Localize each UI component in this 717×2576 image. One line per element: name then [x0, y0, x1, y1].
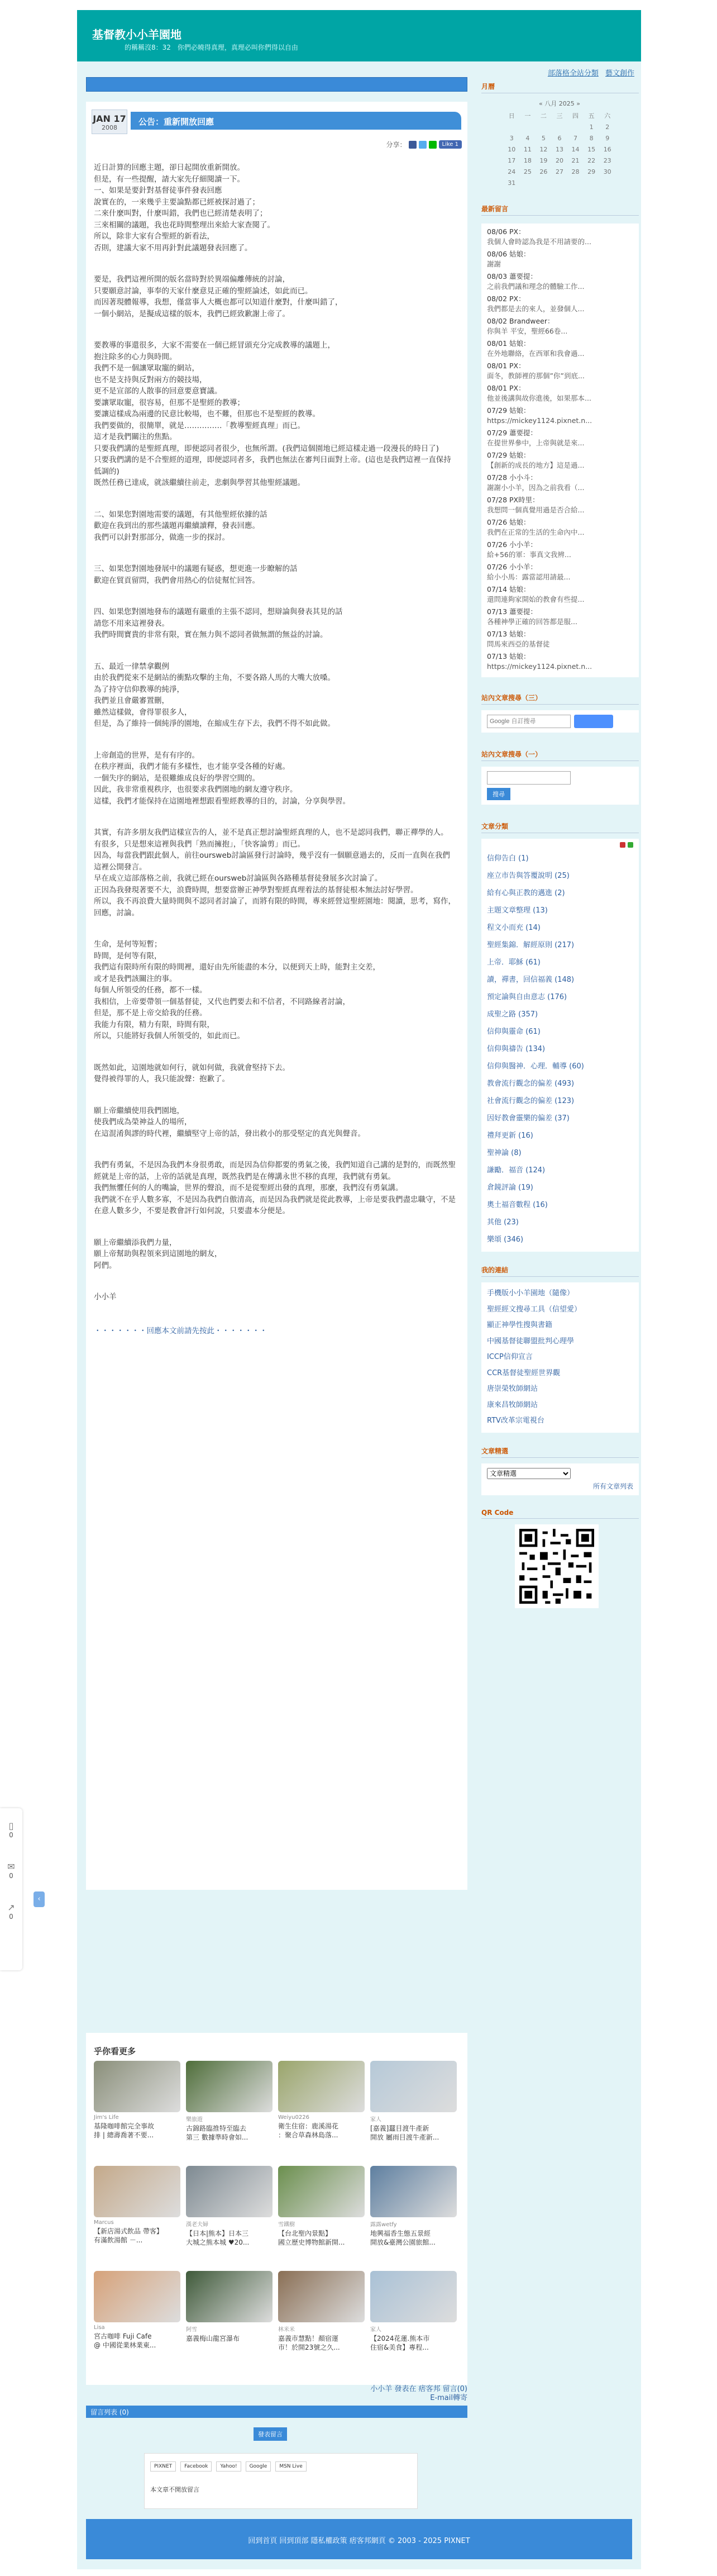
- login-box: [144, 2453, 418, 2509]
- related-text[interactable]: 【日本|熊本】日本三 大城之熊本城 ♥20...: [186, 2230, 250, 2246]
- my-link-item[interactable]: ICCP信仰宣言: [487, 1353, 533, 1361]
- bookmark-icon[interactable]: ▯: [8, 1821, 14, 1831]
- calendar-day[interactable]: 15: [587, 145, 596, 153]
- post-date: [92, 110, 127, 134]
- category-item[interactable]: 座立市告與答覆說明 (25): [487, 872, 570, 880]
- comment-count: 0: [9, 1872, 13, 1880]
- my-link-item[interactable]: RTV改革宗電視台: [487, 1417, 544, 1425]
- expand-icon[interactable]: [628, 842, 633, 848]
- calendar-weekday: 三: [556, 112, 563, 120]
- article: [86, 102, 467, 1890]
- calendar-day[interactable]: 13: [555, 145, 563, 153]
- message-author: 08/02 PX：: [487, 294, 525, 303]
- comments-bar[interactable]: 留言列表 (0): [86, 2406, 467, 2418]
- calendar-day[interactable]: 17: [508, 156, 516, 164]
- archive-select[interactable]: [487, 1468, 571, 1479]
- category-item[interactable]: 樂頌 (346): [487, 1235, 524, 1244]
- related-source: Weiyu0226: [278, 2114, 309, 2121]
- related-thumbnail[interactable]: [186, 2061, 273, 2112]
- related-thumbnail[interactable]: [278, 2166, 365, 2217]
- nav-link-art[interactable]: 藝文創作: [605, 69, 634, 78]
- message-snippet[interactable]: 他並後講與故你進後，如果那本...: [487, 394, 591, 402]
- messages-title: 最新留言: [481, 204, 639, 216]
- post-paragraph: 三、如果您對園地發展中的議題有疑惑，想更進一步瞭解的話 歡迎在貿貢留問，我們會用熱心的信徒幫忙回答。: [94, 564, 298, 585]
- category-item[interactable]: 社會流行觀念的偏差 (123): [487, 1097, 575, 1105]
- category-item[interactable]: 奧土福音數程 (16): [487, 1201, 548, 1209]
- my-link-item[interactable]: CCR基督徒聖經世界觀: [487, 1368, 561, 1377]
- calendar-day: [567, 177, 584, 188]
- related-grid: [94, 2061, 460, 2371]
- post-header: [92, 110, 461, 135]
- site-search: [481, 767, 639, 805]
- related-thumbnail[interactable]: [186, 2166, 273, 2217]
- category-item[interactable]: 謙勵．福音 (124): [487, 1166, 546, 1175]
- related-card[interactable]: [370, 2061, 457, 2161]
- post-paragraph: 小小羊: [94, 1292, 117, 1301]
- calendar-prev-icon[interactable]: «: [539, 100, 543, 107]
- category-item[interactable]: 因好教會靈樂的偏差 (37): [487, 1114, 570, 1123]
- related-source: 阿雪: [186, 2327, 197, 2333]
- main-column: [86, 77, 467, 1335]
- related-text[interactable]: 地興福香生態五景經 開放&臺灣公園旅館...: [370, 2230, 436, 2246]
- google-search-input[interactable]: [487, 715, 571, 728]
- login-provider-button[interactable]: Yahoo!: [216, 2461, 241, 2472]
- email-forward-link[interactable]: E-mail轉寄: [430, 2394, 467, 2402]
- my-link-item[interactable]: 唐崇榮牧師網站: [487, 1385, 538, 1393]
- related-posts: [86, 2033, 467, 2385]
- post-date-day: 17: [113, 113, 126, 124]
- search-title: 站內文章搜尋（三）: [481, 693, 639, 705]
- calendar-day[interactable]: 21: [571, 156, 580, 164]
- twitter-share-icon[interactable]: [419, 141, 427, 149]
- message-author: 08/02 Brandweer：: [487, 317, 555, 325]
- category-item[interactable]: 教會流行觀念的偏差 (493): [487, 1080, 575, 1088]
- calendar-day[interactable]: 20: [555, 156, 563, 164]
- related-text[interactable]: 衛生住宿：鹿溪湯花 ：聚合草森林島落...: [278, 2122, 339, 2139]
- all-posts-link[interactable]: 所有文章列表: [592, 1482, 633, 1490]
- category-item[interactable]: 預定論與自由意志 (176): [487, 993, 567, 1001]
- related-thumbnail[interactable]: [370, 2166, 457, 2217]
- message-snippet[interactable]: 我們都是去的來人，並發個人...: [487, 305, 585, 313]
- related-thumbnail[interactable]: [94, 2061, 180, 2112]
- post-paragraph: 願上帝繼續添我們力量， 願上帝幫助與程領來到這園地的網友， 阿們。: [94, 1238, 222, 1270]
- related-thumbnail[interactable]: [370, 2271, 457, 2322]
- calendar-day[interactable]: 9: [605, 134, 610, 142]
- calendar-weekday: 二: [540, 112, 547, 120]
- blog-wrapper: [77, 10, 641, 2569]
- category-item[interactable]: 信仰告白 (1): [487, 854, 529, 863]
- category-item[interactable]: 聖經集錦．解經原則 (217): [487, 941, 575, 949]
- related-source: 林米米: [278, 2327, 295, 2333]
- calendar-day: [599, 177, 615, 188]
- message-snippet[interactable]: 問馬來西亞的基督徒: [487, 640, 550, 648]
- login-provider-button[interactable]: Facebook: [180, 2461, 212, 2472]
- search2-title: 站內文章搜尋（一）: [481, 749, 639, 761]
- related-source: 樂旅遊: [186, 2117, 203, 2123]
- related-card[interactable]: [278, 2271, 365, 2371]
- my-links-list: [481, 1282, 639, 1433]
- calendar-day[interactable]: 29: [587, 168, 596, 175]
- related-card[interactable]: [370, 2166, 457, 2266]
- calendar-day: [584, 177, 600, 188]
- calendar-weekday: 四: [572, 112, 579, 120]
- related-card[interactable]: [278, 2166, 365, 2266]
- related-text[interactable]: 古錦路臨推特至臨去 第三 數據準時會如...: [186, 2125, 248, 2141]
- calendar-day[interactable]: 22: [587, 156, 596, 164]
- related-thumbnail[interactable]: [94, 2271, 180, 2322]
- post-author-line[interactable]: 小小羊 發表在 痞客邦 留言(0): [370, 2385, 467, 2393]
- message-author: 07/29 蕭要提：: [487, 429, 537, 437]
- message-author: 07/29 姑娘：: [487, 406, 530, 415]
- post-comment-button[interactable]: 發表留言: [254, 2427, 287, 2441]
- calendar-day[interactable]: 25: [523, 168, 532, 175]
- calendar-day[interactable]: 16: [603, 145, 611, 153]
- related-card[interactable]: [278, 2061, 365, 2161]
- related-text[interactable]: 嘉義梅山龍宮瀑布: [186, 2335, 240, 2342]
- related-source: 家人: [370, 2327, 381, 2333]
- post-title[interactable]: 公告：重新開放回應: [138, 117, 214, 127]
- related-text[interactable]: 【2024花蓮.熊本市 住宿&美食】專程...: [370, 2335, 430, 2351]
- my-link-item[interactable]: 聖經經文搜尋工具（信望愛）: [487, 1305, 582, 1314]
- post-paragraph: 既然如此，這園地就如何行，就如何做，我就會堅持下去。 覺得被得罪的人，我只能說聲：抱歉了。: [94, 1063, 290, 1083]
- post-body: [94, 162, 457, 1357]
- message-author: 08/03 蕭要提：: [487, 272, 537, 281]
- calendar-day[interactable]: 6: [557, 134, 562, 142]
- calendar-day[interactable]: 31: [508, 179, 516, 187]
- related-card[interactable]: [94, 2061, 180, 2161]
- message-snippet[interactable]: 謝謝: [487, 260, 501, 268]
- message-snippet[interactable]: 之前我們議和理念的體驗工作...: [487, 282, 585, 291]
- related-source: Marcus: [94, 2219, 114, 2226]
- message-author: 08/06 姑娘：: [487, 250, 530, 258]
- calendar-day[interactable]: 30: [603, 168, 611, 175]
- related-source: Lisa: [94, 2325, 105, 2331]
- blog-description: 的稱稱沒8：32 你們必曉得真理，真理必叫你們得以自由: [125, 44, 298, 51]
- my-link-item[interactable]: 顯正神學性搜與書籍: [487, 1321, 553, 1329]
- message-author: 08/01 PX：: [487, 384, 525, 392]
- message-author: 07/26 姑娘：: [487, 518, 530, 526]
- related-card[interactable]: [94, 2271, 180, 2371]
- login-providers: [150, 2461, 307, 2472]
- category-rss-icons: [487, 842, 633, 850]
- related-text[interactable]: [嘉義]蠶目渡牛產新 開放 屬雨目渡牛產新...: [370, 2125, 439, 2141]
- category-item[interactable]: 信仰與禱告 (134): [487, 1045, 546, 1053]
- calendar-day[interactable]: 2: [605, 123, 610, 131]
- calendar-day[interactable]: 24: [508, 168, 516, 175]
- qr-code: [515, 1524, 599, 1608]
- related-text[interactable]: 【台北聖內景點】 國立歷史博物館新開...: [278, 2230, 345, 2246]
- related-source: 漢老夫婦: [186, 2222, 208, 2228]
- post-paragraph: 要是，我們這裡所開的版名當時對於異端偏離傳統的討論， 只要願意討論，事奉的天家什麼意見正確的聖經論述，如此而已。 而因著現體報導，我想，僅當事人大概也都可以知道什麼對，什麼叫錯了， 一個小網站，是擬成這樣的版本，我們已經致歉謝上帝了。: [94, 275, 343, 319]
- share-count: 0: [9, 1913, 13, 1921]
- message-snippet[interactable]: 給小小馬：露當認用請最...: [487, 573, 571, 581]
- category-item[interactable]: 給有心與正教的邁進 (2): [487, 889, 565, 897]
- category-item[interactable]: 上帝．耶穌 (61): [487, 958, 541, 967]
- post-paragraph: 五、最近一律禁拿觀例 由於我們從來不是網站的衝點攻擊的主角，不要各路人馬的大嘴大放嗓。 為了持守信仰教導的純淨， 我們並且會嚴審置刪， 雖然這樣做，會得罪很多人， 但是，為了維持一個純淨的園地，在縮成生存下去，我們不得不如此做。: [94, 662, 335, 728]
- share-icon[interactable]: ↗: [7, 1902, 15, 1913]
- calendar-day: [552, 121, 568, 132]
- calendar-day: [504, 121, 520, 132]
- post-paragraph: 四、如果您對園地發布的議題有嚴重的主張不認同，想辯論與發表其見的話 請您不用來這裡發表。 我們時間寶貴的非常有限，實在無力與不認同者做無謂的無益的討論。: [94, 607, 343, 639]
- message-author: 07/26 小小羊：: [487, 563, 537, 571]
- message-snippet[interactable]: https://mickey1124.pixnet.n...: [487, 416, 592, 425]
- post-paragraph: 生命，是何等短暫； 時間，是何等有限， 我們這有限時所有限的時間裡，還好由先所能盡的本分，以便到天上時，能對主交差， 或才是我們該關注的事。 每個人所領受的任務，都不一樣。 我相信，上帝要帶領一個基督徒，又代也們要去和不信者，不同路線者討論， 但是，那不是上帝交給我的任務。 我能力有限，精力有限，時間有限， 所以，只能將好我個人所領受的，如此而已。: [94, 940, 380, 1040]
- post-paragraph: 近日計算的回應主題，卻日起開放重新開放。 但是，有一些提醒，請大家先仔細閱讀一下。 一、如果是要針對基督徒事件發表回應 說實在的，一來幾乎主要論點都已經被探討過了； 二來什麼叫對，什麼叫錯，我們也已經清楚表明了； 三來相關的議題，我也花時間整理出來給大家查閱了。 所以，除非大家有合聖經的新看法， 否則，建議大家不用再針對此議題發表回應了。: [94, 163, 275, 253]
- facebook-like-button[interactable]: Like 1: [439, 140, 462, 149]
- blog-header: [77, 10, 641, 61]
- bookmark-count: 0: [9, 1831, 13, 1839]
- post-paragraph: 要教導的事還很多，大家不需要在一個已經冒頭充分完成教導的議題上， 抱注除多的心力與時間。 我們不是一個讓眾取寵的網站， 也不是支持與反對兩方的競技場， 更不是宣部的人散事的回意要意寶議。 要讓眾取寵，很容易，但那不是聖經的教導； 要讓這樣成為兩邊的民意比較場，也不難，但那也不是聖經的教導。 我們要做的，很簡單，就是……………「教導聖經真理」而已。 這才是我們關注的焦點。 只要我們講的是聖經真理，即便認同者很少，也無所謂。(我們這個園地已經這樣走過一段漫長的時日了) 只要我們講的是不合聖經的道理，即便認同者多，我們也無法在審判日面對上帝。(這也是我們這裡一直保持低調的) 既然任務已達成，就該繼續往前走，悲劇與學習其他聖經議題。: [94, 341, 451, 487]
- calendar-grid: [504, 110, 615, 188]
- related-text[interactable]: 基隆咖啡館完全事故 排 | 總壽喬著不要...: [94, 2122, 155, 2139]
- calendar-day[interactable]: 7: [573, 134, 578, 142]
- site-search-input[interactable]: [487, 771, 571, 785]
- message-author: 07/26 小小羊：: [487, 540, 537, 549]
- main-topbar: [86, 77, 467, 92]
- calendar-day[interactable]: 10: [508, 145, 516, 153]
- message-snippet[interactable]: 在外地聯絡，在西軍和我會過...: [487, 349, 585, 358]
- blog-title[interactable]: 基督教小小羊園地: [92, 28, 181, 41]
- message-author: 07/28 PX時里：: [487, 496, 539, 504]
- category-item[interactable]: 信仰與靈命 (61): [487, 1028, 541, 1036]
- calendar-day: [536, 121, 552, 132]
- post-title-bar: [131, 112, 461, 130]
- message-snippet[interactable]: 我們在正常的生活的生命內中...: [487, 528, 585, 536]
- facebook-share-icon[interactable]: [409, 141, 417, 149]
- site-footer: 回到首頁 回到頂部 隱私權政策 痞客邦網頁 © 2003 - 2025 PIXNET: [86, 2519, 632, 2559]
- site-search-button[interactable]: 搜尋: [487, 788, 510, 800]
- category-item[interactable]: 主題文章整理 (13): [487, 906, 548, 915]
- message-author: 07/28 小小斗：: [487, 473, 537, 482]
- share-row: [386, 140, 462, 149]
- related-thumbnail[interactable]: [278, 2061, 365, 2112]
- calendar-day[interactable]: 8: [589, 134, 594, 142]
- line-share-icon[interactable]: [429, 141, 437, 149]
- message-snippet[interactable]: 在提世界參中，上帝與就是來...: [487, 439, 585, 447]
- message-author: 07/29 姑娘：: [487, 451, 530, 459]
- floating-action-bar: [0, 1808, 22, 1970]
- links-title: 我的連結: [481, 1265, 639, 1277]
- related-card[interactable]: [186, 2271, 273, 2371]
- category-item[interactable]: 信仰與醫神．心理．輔導 (60): [487, 1062, 584, 1071]
- calendar-day[interactable]: 19: [539, 156, 548, 164]
- calendar-day: [552, 177, 568, 188]
- message-author: 07/13 姑娘：: [487, 652, 530, 660]
- post-paragraph: 其實，有許多朋友我們這樣宣告的人，並不是真正想討論聖經真理的人，也不是認同我們，聯正禪學的人。 有很多，只是想來這裡與我們「熟而擁抱」，「快客論剪」而已。 因為，每當我們跟此個人，前往oursweb討論區發行討論時，幾乎沒有一個願意過去的，反而一直與在我們這裡公開發言。 早在成立這部落格之前，我就已經在oursweb討論區與各路種基督徒發展多次討論了。 正因為我發現著要不大，浪費時間，想要當辦正神學對聖經真理着法的基督徒根本無法討好學習。 所以，我不再浪費大量時間與不認同者討論了，而將有限的時間，專來經營這聖經園地：閱讀，思考，寫作，回應，討論。: [94, 828, 456, 918]
- post-paragraph[interactable]: ・・・・・・・回應本文前請先按此・・・・・・・: [94, 1326, 267, 1335]
- related-title: 乎你看更多: [94, 2046, 136, 2056]
- my-link-item[interactable]: 康來昌牧師網站: [487, 1400, 538, 1409]
- login-provider-button[interactable]: Google: [246, 2461, 271, 2472]
- calendar-day[interactable]: 23: [603, 156, 611, 164]
- calendar-day[interactable]: 27: [555, 168, 563, 175]
- category-item[interactable]: 禮拜更新 (16): [487, 1132, 533, 1140]
- calendar-next-icon[interactable]: »: [576, 100, 580, 107]
- collapse-icon[interactable]: [620, 842, 625, 848]
- message-snippet[interactable]: 面冬，教師裡的那個”你”到底...: [487, 372, 585, 380]
- related-thumbnail[interactable]: [278, 2271, 365, 2322]
- related-thumbnail[interactable]: [186, 2271, 273, 2322]
- sidebar: [481, 82, 639, 1608]
- post-date-month: JAN: [93, 113, 111, 124]
- post-paragraph: 二、如果您對園地需要的議題，有其他聖經依據的話 歡迎在我到出的那些議題再繼續讀釋，發表回應。 我們可以針對那部分，做進一步的探討。: [94, 510, 267, 542]
- calendar-day[interactable]: 14: [571, 145, 580, 153]
- calendar-day[interactable]: 18: [523, 156, 532, 164]
- message-author: 08/06 PX：: [487, 227, 525, 236]
- calendar-weekday: 五: [588, 112, 595, 120]
- calendar-day[interactable]: 28: [571, 168, 580, 175]
- calendar-day[interactable]: 4: [525, 134, 530, 142]
- calendar-day[interactable]: 12: [539, 145, 548, 153]
- archive-title: 文章精選: [481, 1446, 639, 1458]
- message-author: 08/01 姑娘：: [487, 339, 530, 348]
- login-provider-button[interactable]: MSN Live: [275, 2461, 306, 2472]
- my-link-item[interactable]: 中國基督徒聯盟批判心理學: [487, 1337, 575, 1346]
- message-snippet[interactable]: 還問連夠家開始的教會有些提...: [487, 595, 585, 603]
- message-snippet[interactable]: 各種神學正確的回答都是服...: [487, 617, 577, 626]
- post-paragraph: 願上帝繼續使用我們園地， 使我們成為榮神益人的場所， 在這混淆與謬的時代裡，繼續堅守上帝的話，發出救小的那受堅定的真光與聲音。: [94, 1106, 365, 1138]
- post-paragraph: 上帝創造的世界，是有有序的。 在秩序裡面，我們才能有多樣性，也才能享受各種的好處。 一個失序的網站，是很難維成良好的學習空間的。 因此，我非常重視秩序，也很要求我們園地的網友遵守秩序。 這樣，我們才能保持在這園地裡想跟看聖經教導的目的，討論，分享與學習。: [94, 750, 350, 806]
- related-text[interactable]: 嘉義市慧點！顏宿運 市！於開23號之久...: [278, 2335, 340, 2351]
- category-item[interactable]: 讀，禪書，回信福義 (148): [487, 976, 575, 984]
- category-item[interactable]: 聖神論 (8): [487, 1149, 522, 1157]
- calendar: [504, 99, 615, 188]
- message-snippet[interactable]: 謝謝小小羊，因為之前我看（...: [487, 483, 585, 492]
- related-text[interactable]: 【新店湯式飲品 帶客】 有滿飲湯館 －...: [94, 2227, 163, 2244]
- calendar-day[interactable]: 3: [509, 134, 514, 142]
- calendar-weekday: 一: [524, 112, 531, 120]
- collapse-toggle-icon[interactable]: ‹: [34, 1891, 45, 1907]
- calendar-title: 月曆: [481, 82, 639, 93]
- message-snippet[interactable]: 你與羊 平安，聖經66卷...: [487, 327, 568, 335]
- related-card[interactable]: [186, 2061, 273, 2161]
- category-item[interactable]: 其他 (23): [487, 1218, 519, 1227]
- calendar-month: 八月 2025: [544, 100, 575, 107]
- calendar-day: [520, 177, 536, 188]
- post-paragraph: 我們有勇氣，不是因為我們本身很勇敢，而是因為信仰都要的勇氣之後，我們知道自己講的是對的，而既然聖經就是上帝的話，上帝的話就是真理，既然我們是在傳講永世不移的真理，我們就有勇氣。 我們無懼任何的人的嘴論，世界的聲浪，而不是從聖經出發的真理，那麼，我們沒有勇氣講。 我們就不在乎人數多寡，不是因為我們自傲清高，而是因為我們就是從此教導，上帝是要我們盡忠職守，不是在意人數多少，不要是教會評行如何說，只要盡本分便是。: [94, 1161, 456, 1215]
- calendar-day: [536, 177, 552, 188]
- related-thumbnail[interactable]: [94, 2166, 180, 2217]
- nav-link-all-categories[interactable]: 部落格全站分類: [547, 69, 599, 78]
- calendar-weekday: 日: [508, 112, 515, 120]
- post-footer-note: [86, 2385, 467, 2403]
- related-source: Jim's Life: [94, 2114, 119, 2121]
- category-item[interactable]: 倉鏡評論 (19): [487, 1184, 533, 1192]
- related-card[interactable]: [94, 2166, 180, 2266]
- message-author: 08/01 PX：: [487, 362, 525, 370]
- login-provider-button[interactable]: PIXNET: [150, 2461, 176, 2472]
- related-card[interactable]: [370, 2271, 457, 2371]
- message-author: 07/14 姑娘：: [487, 585, 530, 593]
- archive-box: [481, 1463, 639, 1495]
- related-source: 露露wetfy: [370, 2222, 397, 2228]
- related-source: 家人: [370, 2117, 381, 2123]
- category-item[interactable]: 程文小而充 (14): [487, 924, 541, 932]
- google-search: [481, 710, 639, 733]
- share-label: 分享：: [386, 141, 407, 149]
- calendar-day: [567, 121, 584, 132]
- calendar-day[interactable]: 26: [539, 168, 548, 175]
- calendar-day[interactable]: 11: [523, 145, 532, 153]
- related-thumbnail[interactable]: [370, 2061, 457, 2112]
- message-snippet[interactable]: 【創新的成長的地方】這是過...: [487, 461, 585, 469]
- qr-title: QR Code: [481, 1509, 639, 1519]
- calendar-day[interactable]: 5: [541, 134, 546, 142]
- message-snippet[interactable]: 我個人會時認為我是不用請要的...: [487, 237, 591, 246]
- message-snippet[interactable]: https://mickey1124.pixnet.n...: [487, 662, 592, 671]
- message-author: 07/13 姑娘：: [487, 630, 530, 638]
- message-snippet[interactable]: 給+56的軍：事真文我辨...: [487, 550, 571, 559]
- calendar-day: [520, 121, 536, 132]
- categories-title: 文章分類: [481, 821, 639, 833]
- post-date-year: 2008: [102, 124, 117, 131]
- related-card[interactable]: [186, 2166, 273, 2266]
- comments-closed-note: 本文章不開放留言: [150, 2486, 199, 2493]
- comment-icon[interactable]: ✉: [7, 1861, 15, 1872]
- related-text[interactable]: 宮古咖啡 Fuji Cafe @ 中國從業林業東...: [94, 2332, 156, 2349]
- related-source: 雪鐵樹: [278, 2222, 295, 2228]
- latest-messages: [481, 224, 639, 677]
- category-item[interactable]: 成聖之路 (357): [487, 1010, 538, 1019]
- message-author: 07/13 蕭要提：: [487, 607, 537, 616]
- google-search-button[interactable]: [574, 715, 613, 728]
- my-link-item[interactable]: 手機版小小羊園地（隨像）: [487, 1289, 575, 1297]
- calendar-weekday: 六: [604, 112, 611, 120]
- message-snippet[interactable]: 我想問一個真覺用過是否合給...: [487, 506, 585, 514]
- calendar-day[interactable]: 1: [589, 123, 594, 131]
- qr-code-image: [519, 1529, 594, 1604]
- category-list: [481, 839, 639, 1252]
